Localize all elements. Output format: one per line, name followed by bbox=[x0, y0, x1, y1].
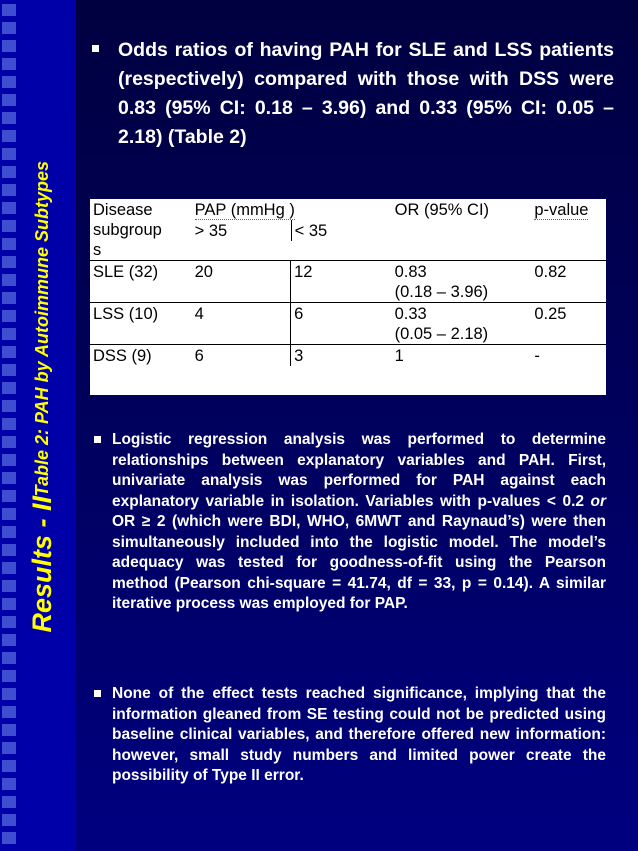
results-table bbox=[90, 199, 606, 366]
bullet-text bbox=[112, 430, 606, 615]
left-strip bbox=[0, 0, 76, 851]
cell-p: - bbox=[534, 347, 540, 365]
cell-or-ci: (0.18 – 3.96) bbox=[394, 283, 489, 301]
header-disease bbox=[90, 199, 192, 261]
cell-low: 3 bbox=[294, 347, 304, 365]
bullet-text: Odds ratios of having PAH for SLE and LSS patients (respectively) compared with those with DSS were 0.83 (95% CI: 0.18 – 3.96) and 0.33 (95% CI: 0.05 – 2.18) (Table 2) bbox=[118, 39, 614, 148]
header-pap: PAP (mmHg ) bbox=[194, 201, 295, 219]
table-row bbox=[90, 261, 606, 303]
bullet2-or: or bbox=[590, 492, 606, 510]
decorative-squares bbox=[2, 4, 16, 849]
cell-p: 0.82 bbox=[534, 263, 567, 281]
bullet2-part1: Logistic regression analysis was performed to determine relationships between explanatory variables and PAH. First, univariate analysis was performed for PAH against each explanatory variable in isolation. Variables with p-values < 0.2 bbox=[112, 431, 606, 510]
header-disease-line2: subgroup bbox=[93, 221, 162, 239]
header-pvalue bbox=[531, 199, 606, 261]
vertical-title bbox=[22, 20, 62, 645]
header-pvalue-text: p-value bbox=[534, 201, 589, 219]
cell-high: 20 bbox=[192, 261, 291, 303]
bullet-logistic-regression bbox=[94, 430, 606, 615]
cell-low: 12 bbox=[294, 263, 313, 281]
title-table: Table 2: PAH by Autoimmune Subtypes bbox=[31, 161, 52, 497]
header-disease-line3: s bbox=[93, 241, 102, 259]
bullet-odds-ratios bbox=[92, 36, 614, 152]
bullet-square-icon bbox=[92, 45, 99, 52]
cell-or-value: 0.83 bbox=[394, 263, 427, 281]
cell-group: DSS (9) bbox=[93, 347, 152, 365]
bullet-text: None of the effect tests reached significance, implying that the information gleaned from SE testing could not be predicted using baseline clinical variables, and therefore offered new information: however, small study numbers and limited power create the possibility of Type II error. bbox=[112, 685, 606, 784]
table-row bbox=[90, 345, 606, 367]
cell-p: 0.25 bbox=[534, 305, 567, 323]
cell-or bbox=[392, 303, 532, 345]
cell-group: SLE (32) bbox=[93, 263, 159, 281]
cell-group: LSS (10) bbox=[93, 305, 159, 323]
cell-or: 1 bbox=[394, 347, 404, 365]
cell-or-value: 0.33 bbox=[394, 305, 427, 323]
cell-high: 6 bbox=[192, 345, 291, 367]
header-pap-low: < 35 bbox=[294, 222, 328, 240]
header-pap-group bbox=[192, 199, 392, 261]
cell-low: 6 bbox=[294, 305, 304, 323]
table-row bbox=[90, 303, 606, 345]
bullet-square-icon bbox=[94, 690, 101, 697]
cell-or-ci: (0.05 – 2.18) bbox=[394, 325, 489, 343]
header-disease-line1: Disease bbox=[93, 201, 153, 219]
bullet2-part2: OR ≥ 2 (which were BDI, WHO, 6MWT and Raynaud’s) were then simultaneously included into the logistic model. The model’s adequacy was tested for goodness-of-fit using the Pearson method (Pearson chi-square = 41.74, df = 33, p = 0.14). A similar iterative process was employed for PAP. bbox=[112, 513, 606, 612]
header-or: OR (95% CI) bbox=[394, 201, 490, 219]
bullet-square-icon bbox=[94, 436, 101, 443]
title-results: Results - II bbox=[26, 496, 57, 633]
results-table-box bbox=[90, 199, 606, 395]
table-header-row bbox=[90, 199, 606, 261]
cell-high: 4 bbox=[192, 303, 291, 345]
cell-or bbox=[392, 261, 532, 303]
header-pap-high: > 35 bbox=[192, 220, 292, 241]
bullet-effect-tests bbox=[94, 684, 606, 787]
